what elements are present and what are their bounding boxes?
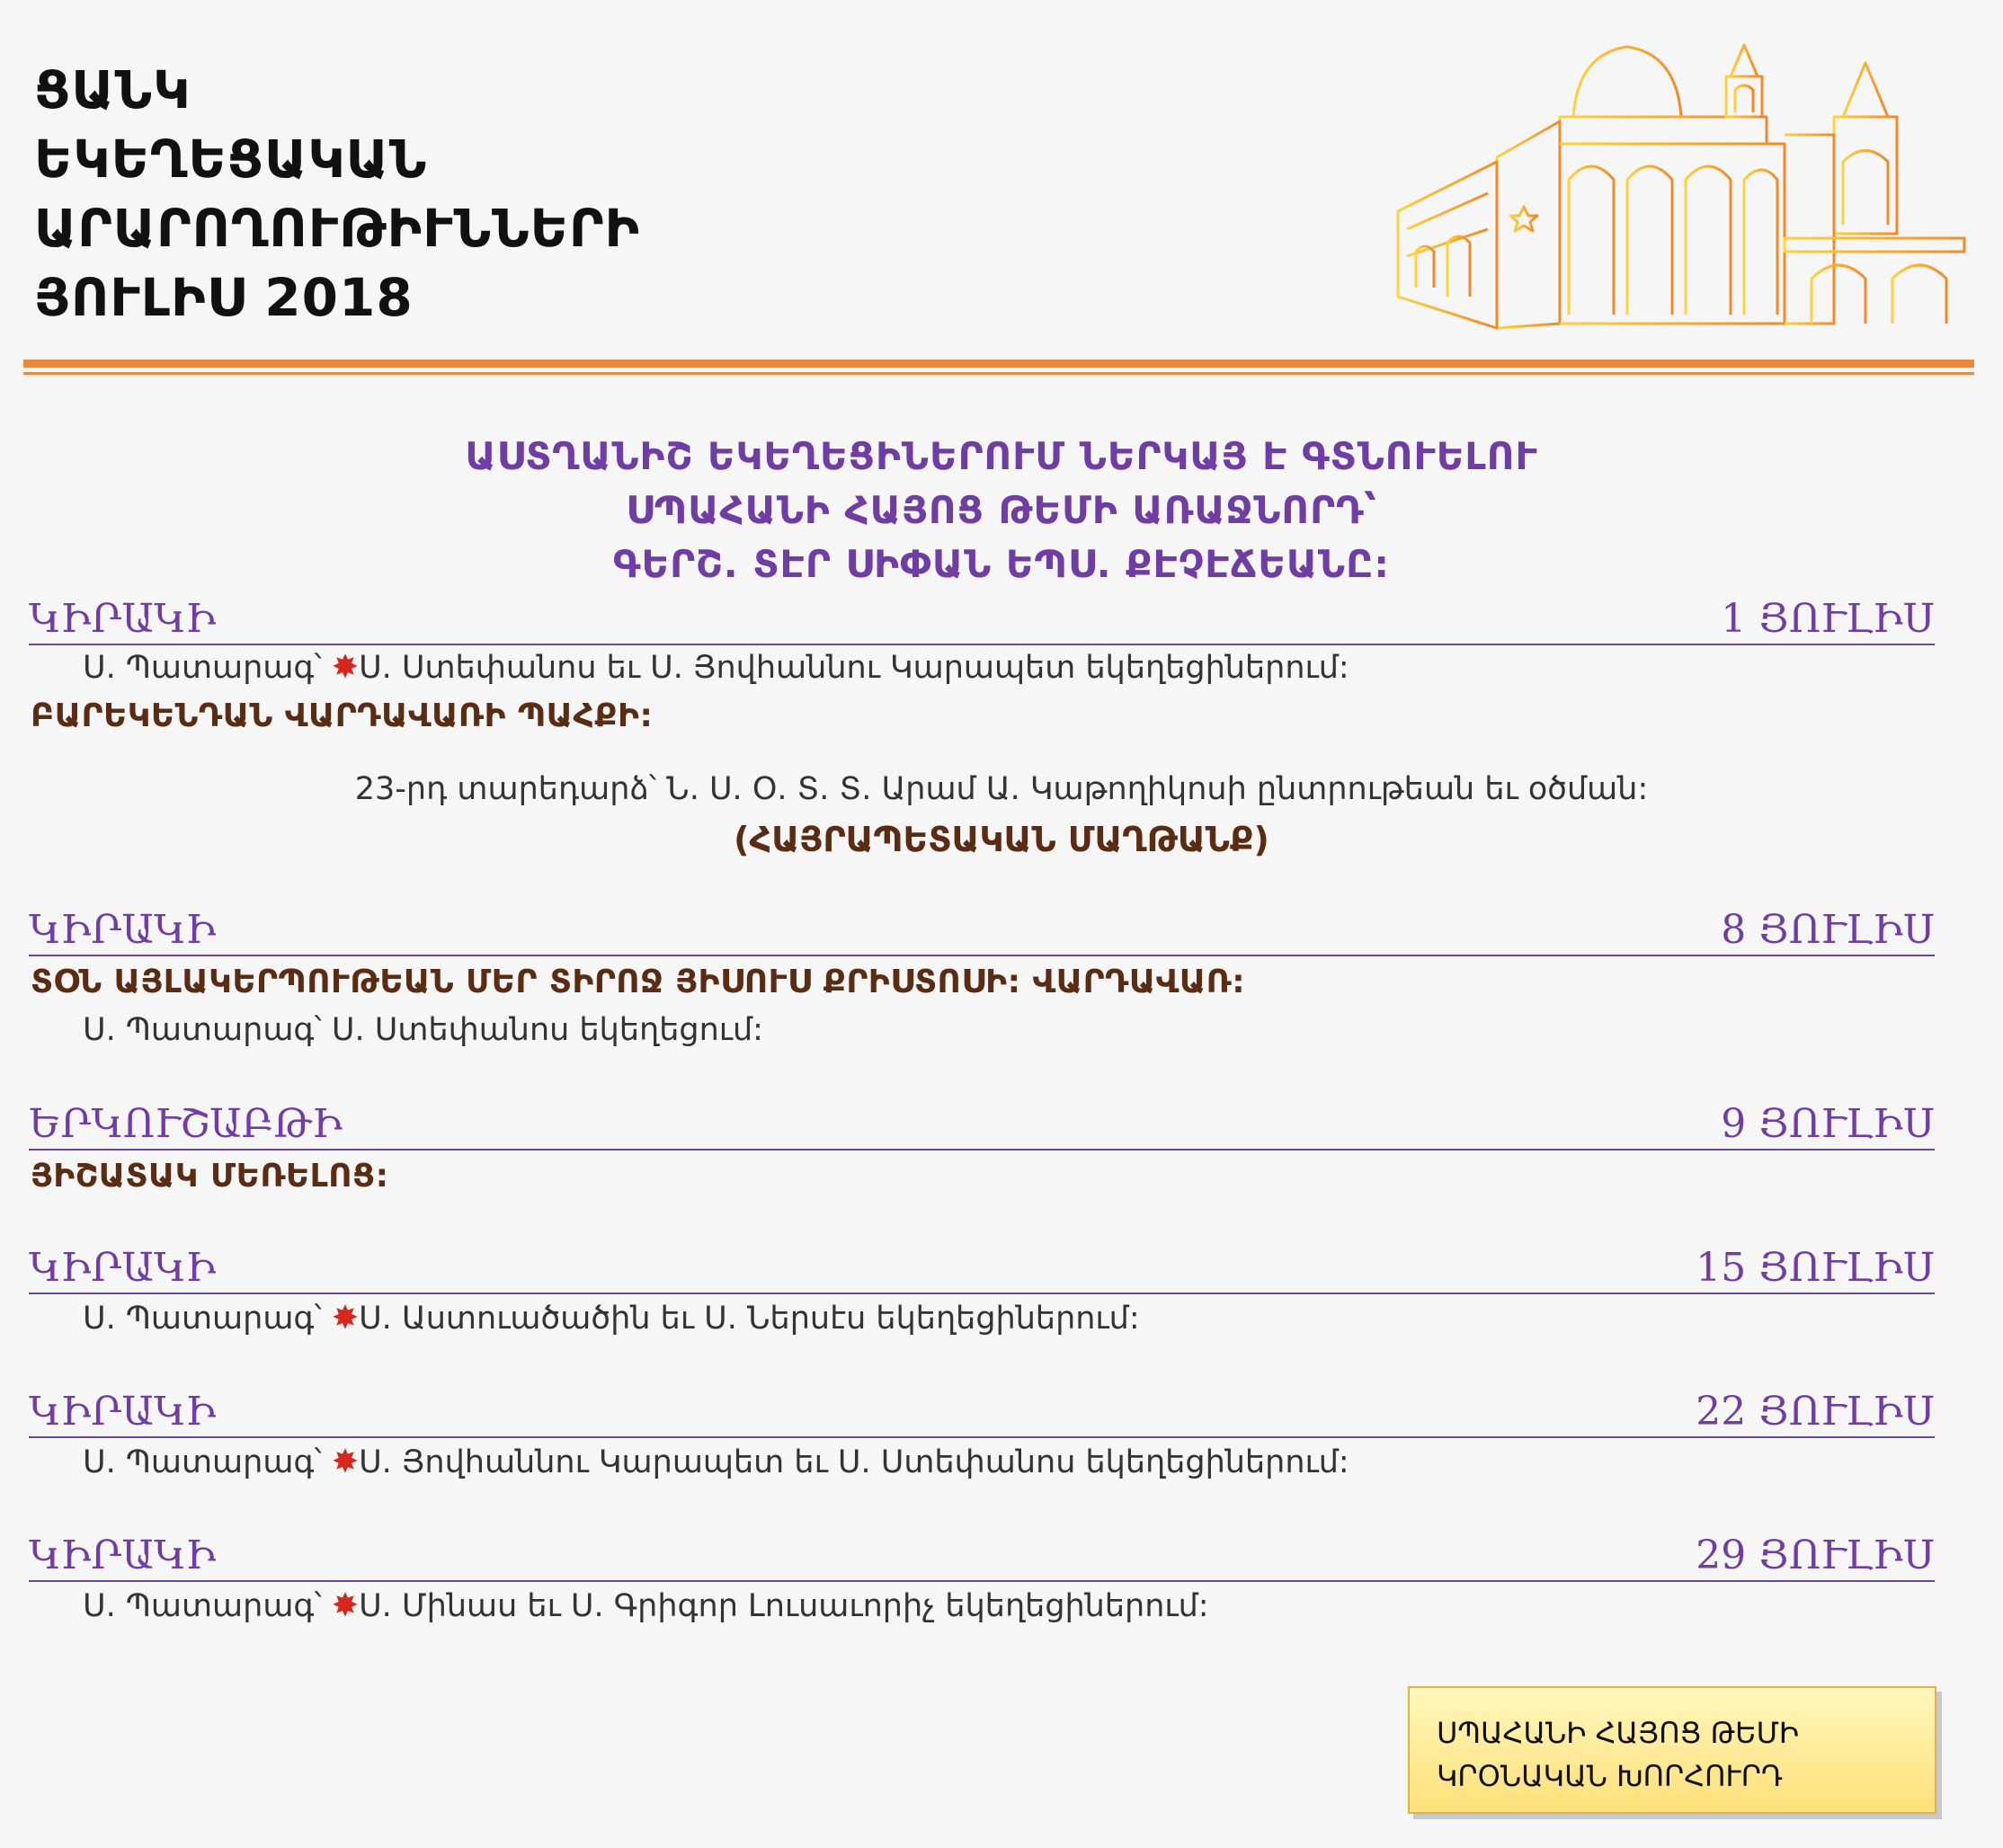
schedule-day-row [29,1097,1935,1151]
service-prefix: Ս. Պատարագ՝ [83,1588,332,1624]
title-line-2: ԵԿԵՂԵՑԱԿԱՆ [34,129,428,190]
day-date: 22 ՅՈՒԼԻՍ [1696,1389,1935,1435]
red-star-icon: ✸ [331,1444,360,1480]
signature-box [1408,1686,1936,1814]
day-name: ԿԻՐԱԿԻ [29,1245,217,1291]
header-divider-thick [23,360,1974,368]
schedule-day-row [29,1240,1935,1294]
anniversary-note: (ՀԱՅՐԱՊԵՏԱԿԱՆ ՄԱՂԹԱՆՔ) [734,820,1269,859]
day-name: ԿԻՐԱԿԻ [29,1389,217,1435]
schedule-day-row [29,902,1935,956]
service-text: Ս. Յովհաննու Կարապետ եւ Ս. Ստեփանոս եկեղեցիներում: [359,1444,1349,1480]
service-line [83,1012,763,1048]
feast-line: ՅԻՇԱՏԱԿ ՄԵՌԵԼՈՑ: [31,1158,389,1195]
announcement-line-2: ՍՊԱՀԱՆԻ ՀԱՅՈՑ ԹԵՄԻ ԱՌԱՋՆՈՐԴ՝ [626,488,1377,532]
red-star-icon: ✸ [331,1587,360,1624]
schedule-day-row [29,1528,1935,1582]
day-date: 15 ՅՈՒԼԻՍ [1696,1245,1935,1291]
announcement-line-3: ԳԵՐՇ. ՏԷՐ ՍԻՓԱՆ ԵՊՍ. ՔԷՉԷՃԵԱՆԸ: [612,542,1391,586]
red-star-icon: ✸ [331,1300,360,1337]
header-divider-thin [23,372,1974,375]
service-prefix: Ս. Պատարագ՝ [83,1301,332,1337]
service-prefix: Ս. Պատարագ՝ [83,1012,332,1048]
feast-line: ՏՕՆ ԱՅԼԱԿԵՐՊՈՒԹԵԱՆ ՄԵՐ ՏԻՐՈՋ ՅԻՍՈՒՍ ՔՐԻՍՏՈՍԻ: ՎԱՐԴԱՎԱՌ: [31,964,1246,1000]
title-line-1: ՑԱՆԿ [34,59,191,120]
announcement [0,430,2003,591]
schedule-day-row [29,1384,1935,1438]
feast-line: ԲԱՐԵԿԵՆԴԱՆ ՎԱՐԴԱՎԱՌԻ ՊԱՀՔԻ: [31,697,654,734]
day-name: ԿԻՐԱԿԻ [29,907,217,953]
signature-line-1: ՍՊԱՀԱՆԻ ՀԱՅՈՑ ԹԵՄԻ [1437,1716,1800,1750]
day-date: 9 ՅՈՒԼԻՍ [1721,1101,1935,1147]
day-date: 1 ՅՈՒԼԻՍ [1721,596,1935,642]
service-prefix: Ս. Պատարագ՝ [83,650,332,686]
page-title [34,56,640,333]
service-prefix: Ս. Պատարագ՝ [83,1444,332,1480]
service-text: Ս. Աստուածածին եւ Ս. Ներսէս եկեղեցիներում: [359,1301,1140,1337]
service-text: Ս. Ստեփանոս եւ Ս. Յովհաննու Կարապետ եկեղեցիներում: [359,650,1349,686]
red-star-icon: ✸ [331,649,360,686]
church-illustration-icon [1389,27,1982,346]
announcement-line-1: ԱՍՏՂԱՆԻՇ ԵԿԵՂԵՑԻՆԵՐՈՒՄ ՆԵՐԿԱՅ Է ԳՏՆՈՒԵԼՈՒ [465,434,1538,478]
anniversary-line: 23-րդ տարեդարձ՝ Ն. Ս. Օ. Տ. Տ. Արամ Ա. Կաթողիկոսի ընտրութեան եւ օծման: [354,771,1649,807]
day-date: 29 ՅՈՒԼԻՍ [1696,1533,1935,1578]
title-line-4: ՅՈՒԼԻՍ 2018 [34,267,414,328]
service-line [83,649,1349,686]
service-text: Ս. Մինաս եւ Ս. Գրիգոր Լուսաւորիչ եկեղեցիներում: [359,1588,1209,1624]
service-line [83,1300,1140,1337]
signature-line-2: ԿՐՕՆԱԿԱՆ ԽՈՐՀՈՒՐԴ [1437,1759,1784,1793]
day-name: ԿԻՐԱԿԻ [29,596,217,642]
title-line-3: ԱՐԱՐՈՂՈՒԹԻՒՆՆԵՐԻ [34,198,641,259]
service-line [83,1444,1349,1480]
day-date: 8 ՅՈՒԼԻՍ [1721,907,1935,953]
service-text: Ս. Ստեփանոս եկեղեցում: [331,1012,763,1048]
day-name: ԵՐԿՈՒՇԱԲԹԻ [29,1101,343,1147]
day-name: ԿԻՐԱԿԻ [29,1533,217,1578]
service-line [83,1587,1209,1624]
schedule-day-row [29,591,1935,645]
